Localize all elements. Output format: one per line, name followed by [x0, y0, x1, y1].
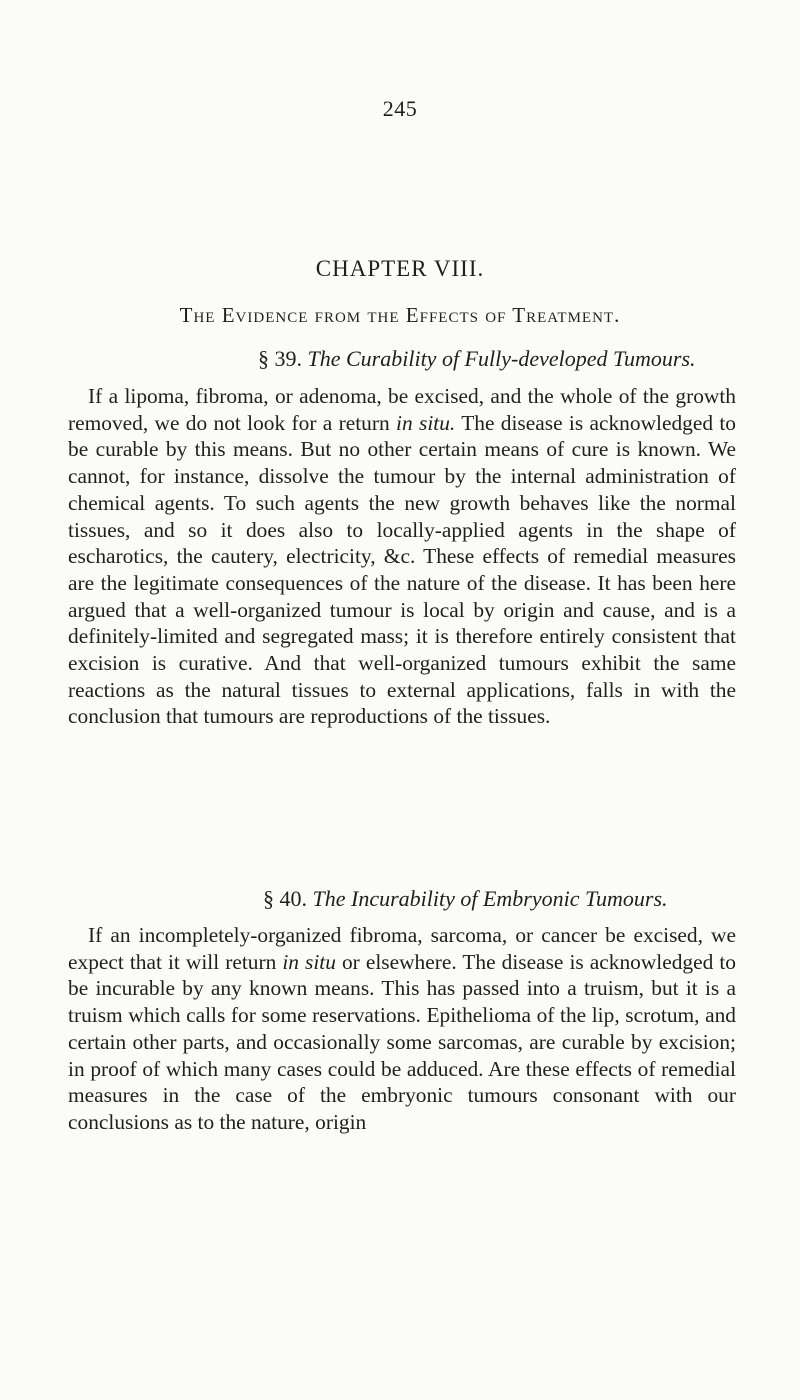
section-heading-39 — [0, 346, 800, 372]
paragraph-italic-text: in situ — [282, 949, 336, 974]
section-heading-40 — [0, 886, 800, 912]
paragraph-text: or elsewhere. The disease is acknowledged to be incurable by any known means. This has passed into a truism, but it is a truism which calls for some reservations. Epithelioma of the lip, scrotum, and certain other parts, and occasionally some sarcomas, are curable by excision; in proof of which many cases could be adduced. Are these effects of remedial measures in the case of the embryonic tumours consonant with our conclusions as to the nature, origin — [68, 949, 736, 1134]
section-39-paragraph — [68, 383, 736, 730]
paragraph-text: The disease is acknowledged to be curable by this means. But no other certain means of cure is known. We cannot, for instance, dissolve the tumour by the internal administration of chemical agents. To such agents the new growth behaves like the normal tissues, and so it does also to locally-applied agents in the shape of escharotics, the cautery, electricity, &c. These effects of remedial measures are the legitimate consequences of the nature of the disease. It has been here argued that a well-organized tumour is local by origin and cause, and is a definitely-limited and segregated mass; it is therefore entirely consistent that excision is curative. And that well-organized tumours exhibit the same reactions as the natural tissues to external applications, falls in with the conclusion that tumours are reproductions of the tissues. — [68, 410, 736, 729]
section-title: The Curability of Fully-developed Tumours. — [307, 346, 696, 371]
chapter-subtitle: The Evidence from the Effects of Treatment. — [179, 303, 621, 327]
paragraph-text: If a lipoma, fibroma, or adenoma, be excised, and the whole of the growth removed, we do not look for a return — [68, 384, 736, 435]
paragraph-italic-text: in situ. — [396, 410, 456, 435]
paragraph-text: If an incompletely-organized fibroma, sarcoma, or cancer be excised, we expect that it will return — [68, 923, 736, 974]
chapter-heading: CHAPTER VIII. — [315, 256, 485, 281]
section-title: The Incurability of Embryonic Tumours. — [312, 886, 668, 911]
page-number: 245 — [382, 96, 418, 121]
section-number: § 40. — [263, 886, 307, 911]
section-40-paragraph — [68, 922, 736, 1136]
section-number: § 39. — [258, 346, 302, 371]
